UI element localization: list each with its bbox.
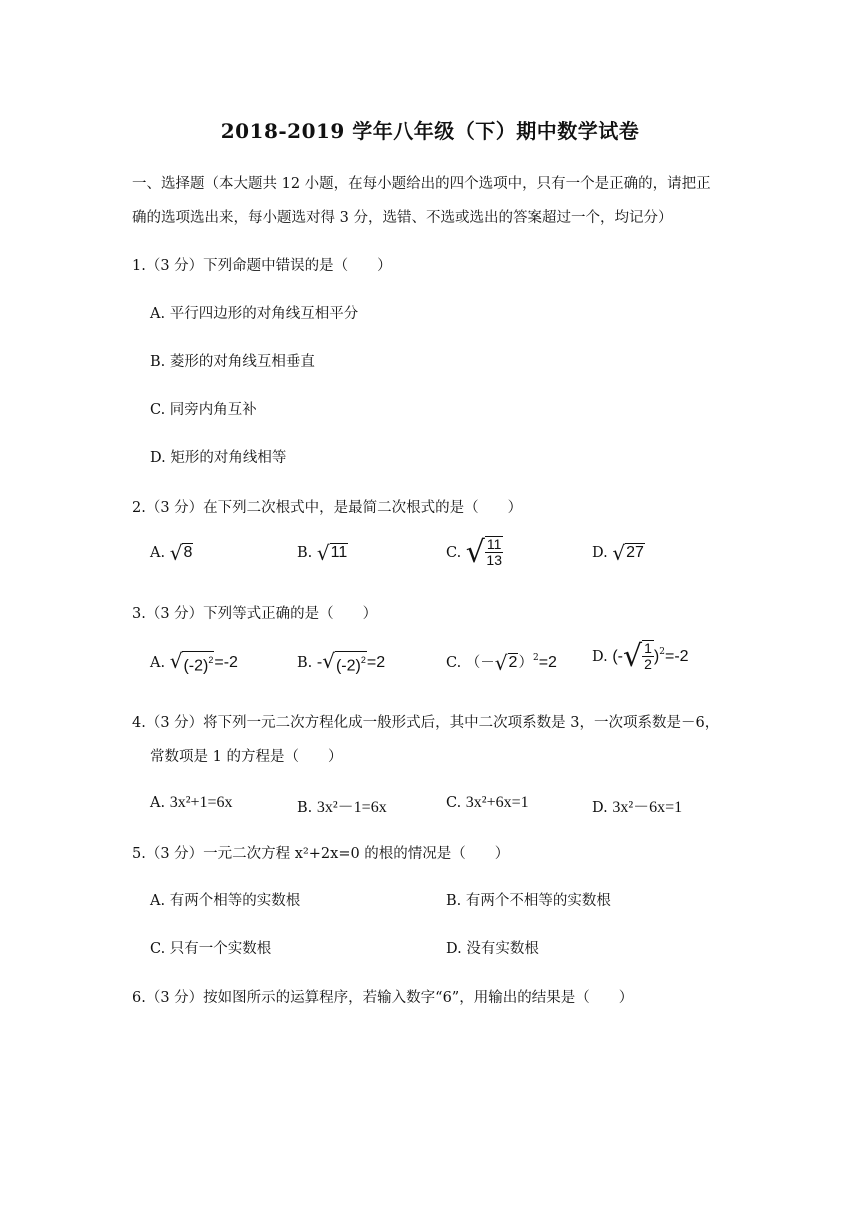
question-4-option-a [150, 794, 233, 812]
question-2-option-a [150, 543, 193, 563]
open-paren: （－ [465, 655, 495, 671]
question-5-option-a: A. 有两个相等的实数根 [150, 893, 301, 909]
question-2-option-b [297, 543, 348, 563]
option-label: D. [592, 545, 608, 561]
question-4-stem-line-2: 常数项是 1 的方程是（ ） [150, 749, 343, 765]
result: =2 [538, 654, 557, 671]
radicand: 2 [508, 654, 518, 671]
fraction-denominator: 2 [644, 656, 652, 672]
sqrt-fraction-expression: √ $\frac{1}{2}$ [622, 639, 652, 674]
option-label: D. [592, 800, 608, 816]
question-3-option-b [297, 651, 385, 675]
section-instructions-line-1: 一、选择题（本大题共 12 小题，在每小题给出的四个选项中，只有一个是正确的，请把正 [132, 176, 711, 192]
question-3-option-d [592, 640, 689, 674]
close-paren: ) [653, 648, 660, 665]
question-6-stem: 6.（3 分）按如图所示的运算程序，若输入数字“6”，用输出的结果是（ ） [132, 990, 634, 1006]
question-5-option-c: C. 只有一个实数根 [150, 941, 272, 957]
result: =2 [366, 654, 386, 672]
question-1-option-c: C. 同旁内角互补 [150, 402, 257, 418]
equation: 3x²+1=6x [169, 794, 233, 811]
page-title: 2018-2019 学年八年级（下）期中数学试卷 [220, 119, 640, 143]
exponent: 2 [208, 655, 214, 665]
option-label: D. [592, 649, 608, 665]
section-instructions-line-2: 确的选项选出来，每小题选对得 3 分，选错、不选或选出的答案超过一个，均记分） [132, 210, 673, 226]
radicand: (-2) [335, 657, 361, 675]
result: =-2 [664, 648, 689, 665]
radicand: (-2) [183, 657, 209, 675]
sqrt-expression: √ 8 [169, 541, 193, 565]
minus-sign: - [316, 654, 323, 672]
sqrt-expression: √ 11 [316, 541, 348, 565]
exponent: 2 [659, 647, 665, 658]
radicand: 27 [626, 544, 644, 561]
option-label: B. [297, 655, 313, 672]
equation: 3x²－1=6x [316, 799, 387, 816]
open-paren: (- [612, 648, 623, 665]
question-2-option-c [446, 536, 503, 570]
question-4-option-d [592, 794, 682, 817]
question-1-option-b: B. 菱形的对角线互相垂直 [150, 354, 315, 370]
question-3-stem: 3.（3 分）下列等式正确的是（ ） [132, 606, 378, 622]
exponent: 2 [532, 653, 539, 664]
exponent: 2 [360, 655, 366, 665]
question-1-stem: 1.（3 分）下列命题中错误的是（ ） [132, 258, 392, 274]
fraction-numerator: 11 [486, 536, 502, 552]
equation: 3x²+6x=1 [465, 794, 529, 811]
option-label: B. [297, 545, 313, 561]
question-1-option-d: D. 矩形的对角线相等 [150, 450, 287, 466]
option-label: C. [446, 545, 462, 561]
option-label: A. [150, 545, 166, 561]
option-label: C. [446, 655, 462, 671]
radicand: 11 [330, 544, 348, 561]
option-label: A. [150, 795, 166, 811]
option-label: B. [297, 800, 313, 816]
option-label: A. [150, 655, 166, 672]
sqrt-fraction-expression: √ $\frac{11}{13}$ [465, 535, 502, 570]
sqrt-expression: √ 2 [494, 651, 518, 675]
question-3-option-a [150, 651, 238, 675]
question-5-option-b: B. 有两个不相等的实数根 [446, 893, 611, 909]
result: =-2 [214, 654, 238, 672]
question-5-option-d: D. 没有实数根 [446, 941, 539, 957]
radicand: 8 [183, 544, 193, 561]
sqrt-expression: √ $(-2)^2$ [169, 649, 214, 675]
question-4-stem-line-1: 4.（3 分）将下列一元二次方程化成一般形式后，其中二次项系数是 3，一次项系数是－6， [132, 715, 720, 731]
option-label: C. [446, 795, 462, 811]
sqrt-expression: √ $(-2)^2$ [322, 649, 366, 675]
fraction-numerator: 1 [644, 640, 652, 656]
question-3-option-c [446, 651, 557, 673]
equation: 3x²－6x=1 [612, 799, 683, 816]
fraction-denominator: 13 [486, 552, 502, 568]
question-2-stem: 2.（3 分）在下列二次根式中，是最简二次根式的是（ ） [132, 500, 523, 516]
question-4-option-b [297, 794, 387, 817]
question-5-stem: 5.（3 分）一元二次方程 x²+2x=0 的根的情况是（ ） [132, 846, 510, 862]
question-2-option-d [592, 543, 645, 563]
question-4-option-c [446, 794, 529, 812]
question-1-option-a: A. 平行四边形的对角线互相平分 [150, 306, 359, 322]
sqrt-expression: √ 27 [612, 541, 644, 565]
close-paren: ） [518, 655, 533, 671]
